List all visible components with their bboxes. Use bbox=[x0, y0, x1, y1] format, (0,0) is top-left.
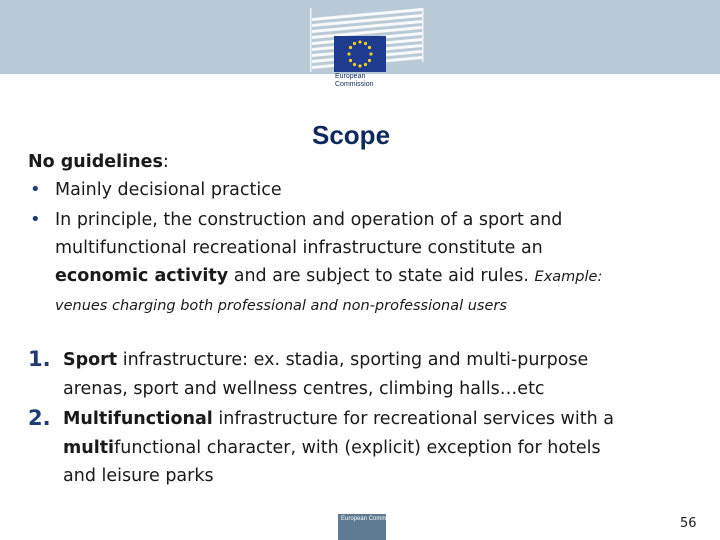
bullet-item-1: Mainly decisional practice bbox=[55, 180, 282, 200]
page-number: 56 bbox=[680, 516, 697, 531]
bullet-icon: • bbox=[30, 179, 41, 200]
state-aid-text: and are subject to state aid rules. bbox=[228, 266, 529, 286]
bullet-item-2-line-2: multifunctional recreational infrastructure constitute an bbox=[55, 238, 543, 258]
bullet-item-2-line-3 bbox=[55, 262, 602, 291]
numbered-item-2-line-2 bbox=[63, 434, 601, 462]
logo-caption: European Commission bbox=[335, 73, 374, 88]
footer-logo-text: European Commission bbox=[341, 516, 402, 522]
number-1: 1. bbox=[28, 347, 51, 371]
bullet-icon: • bbox=[30, 209, 41, 230]
multi-rest: functional character, with (explicit) exception for hotels bbox=[114, 438, 601, 458]
numbered-item-2-line-1 bbox=[63, 405, 614, 433]
number-2: 2. bbox=[28, 406, 51, 430]
multifunctional-bold: Multifunctional bbox=[63, 409, 213, 429]
example-text: venues charging both professional and non-professional users bbox=[55, 298, 507, 314]
sport-bold: Sport bbox=[63, 350, 118, 370]
no-guidelines-heading bbox=[28, 148, 169, 176]
sport-rest: infrastructure: ex. stadia, sporting and multi-purpose bbox=[117, 350, 589, 370]
economic-activity-text: economic activity bbox=[55, 266, 229, 286]
no-guidelines-label: No guidelines bbox=[28, 152, 163, 172]
no-guidelines-colon: : bbox=[162, 152, 169, 172]
slide-title: Scope bbox=[312, 120, 391, 150]
bullet-item-2-line-1: In principle, the construction and operation of a sport and bbox=[55, 210, 563, 230]
numbered-item-1-line-1 bbox=[63, 346, 588, 374]
example-label: Example: bbox=[534, 269, 603, 285]
numbered-item-2-line-3: and leisure parks bbox=[63, 466, 214, 486]
multifunctional-rest: infrastructure for recreational services with a bbox=[212, 409, 614, 429]
numbered-item-1-line-2: arenas, sport and wellness centres, climbing halls…etc bbox=[63, 379, 545, 399]
multi-bold: multi bbox=[63, 438, 115, 458]
